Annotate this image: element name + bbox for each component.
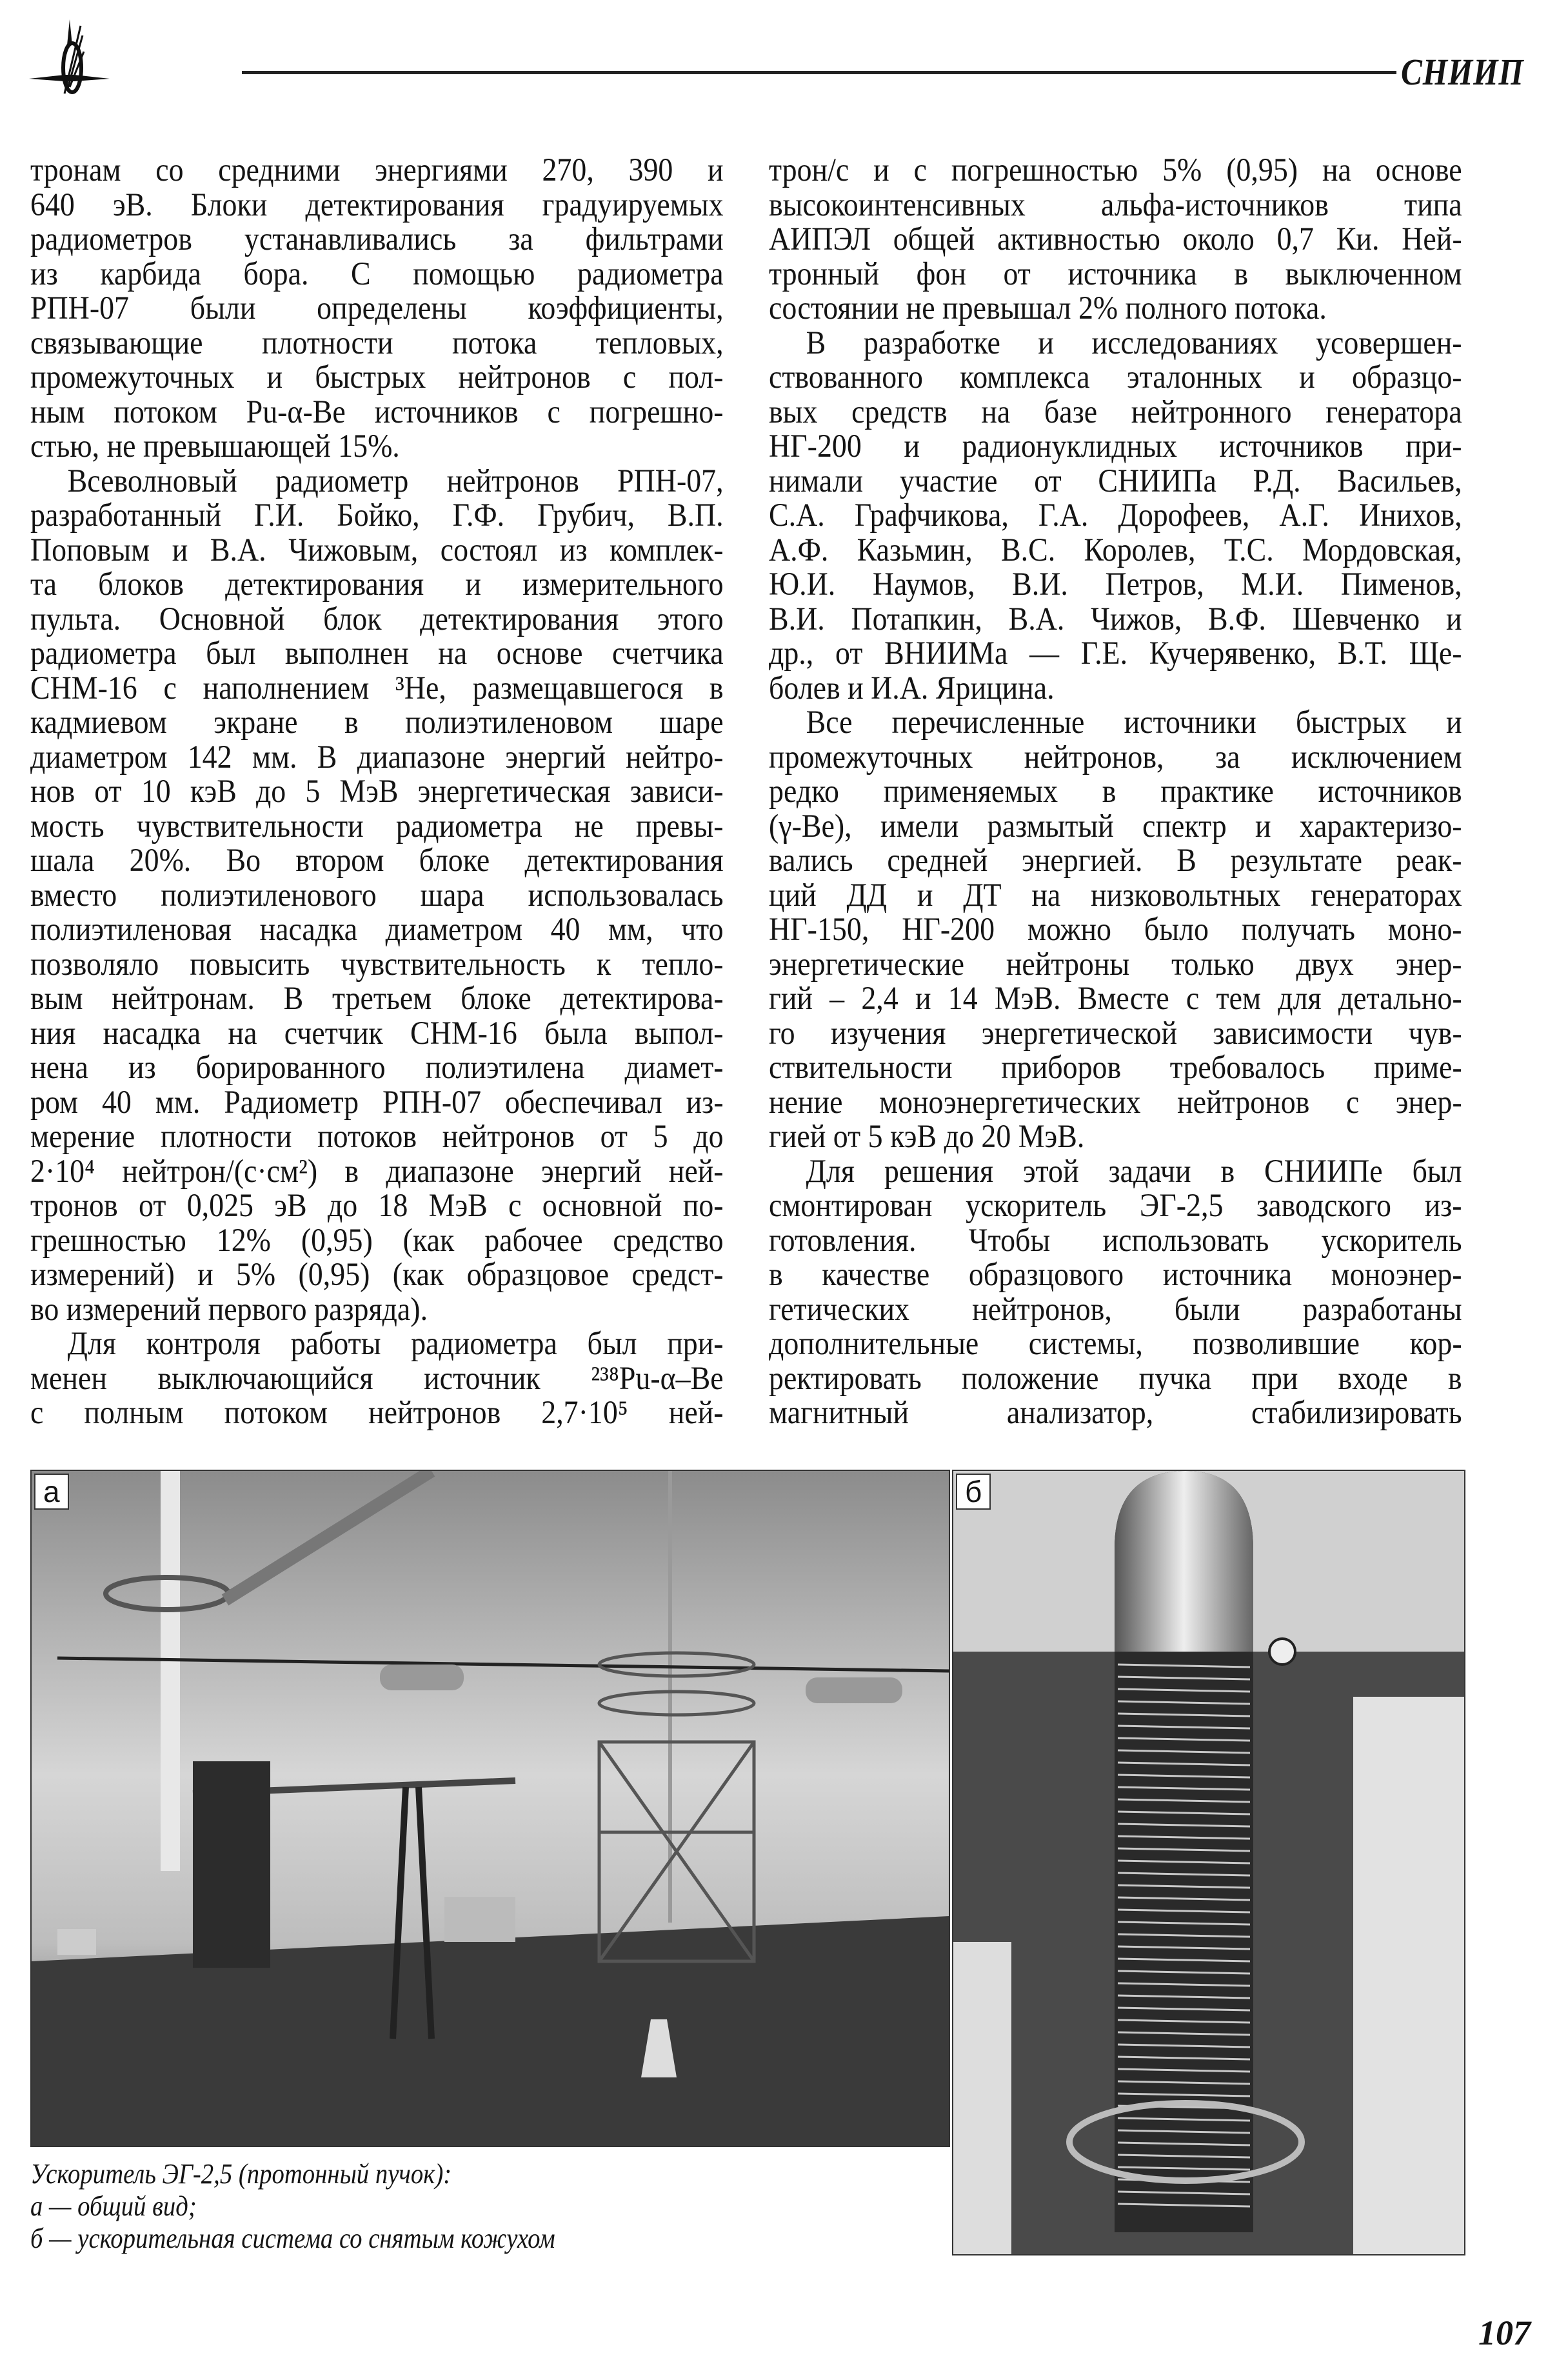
text-line: болев и И.А. Ярицина.	[769, 671, 1055, 706]
text-line: шала 20%. Во втором блоке детектирования	[30, 844, 724, 879]
text-line: высокоинтенсивных альфа-источников типа	[769, 188, 1462, 223]
text-line: РПН-07 были определены коэффициенты,	[30, 292, 724, 326]
text-line: нов от 10 кэВ до 5 МэВ энергетическая зависи-	[30, 775, 724, 810]
text-line: гий – 2,4 и 14 МэВ. Вместе с тем для детально-	[769, 982, 1462, 1017]
text-line: Всеволновый радиометр нейтронов РПН-07,	[67, 464, 724, 499]
text-line: менен выключающийся источник ²³⁸Pu-α–Be	[30, 1361, 724, 1396]
text-line: НГ-150, НГ-200 можно было получать моно-	[769, 913, 1462, 948]
text-line: СНМ-16 с наполнением ³He, размещавшегося в	[30, 671, 724, 706]
caption-title: Ускоритель ЭГ-2,5 (протонный пучок):	[30, 2158, 452, 2190]
text-line: энергетические нейтроны только двух энер-	[769, 947, 1462, 982]
text-line: В.И. Потапкин, В.А. Чижов, В.Ф. Шевченко и	[769, 602, 1462, 637]
text-line: Все перечисленные источники быстрых и	[806, 706, 1462, 741]
text-line: нена из борированного полиэтилена диамет-	[30, 1051, 724, 1086]
text-line: НГ-200 и радионуклидных источников при-	[769, 430, 1462, 465]
header-rule	[242, 71, 1396, 74]
text-line: мерение плотности потоков нейтронов от 5 до	[30, 1120, 724, 1155]
text-line: грешностью 12% (0,95) (как рабочее средство	[30, 1223, 724, 1258]
text-line: во измерений первого разряда).	[30, 1292, 428, 1327]
text-line: связывающие плотности потока тепловых,	[30, 326, 724, 361]
text-line: та блоков детектирования и измерительного	[30, 568, 724, 603]
text-line: 2·10⁴ нейтрон/(с·см²) в диапазоне энергий ней-	[30, 1154, 724, 1189]
text-line: радиометра был выполнен на основе счетчика	[30, 637, 724, 672]
text-line: промежуточных нейтронов, за исключением	[769, 740, 1462, 775]
text-line: из карбида бора. С помощью радиометра	[30, 257, 724, 292]
text-line: пульта. Основной блок детектирования этого	[30, 602, 724, 637]
text-line: измерений) и 5% (0,95) (как образцовое средст-	[30, 1258, 724, 1293]
text-line: позволяло повысить чувствительность к тепло-	[30, 947, 724, 982]
text-line: тронный фон от источника в выключенном	[769, 257, 1462, 292]
page-number: 107	[1478, 2314, 1531, 2352]
text-line: диаметром 142 мм. В диапазоне энергий нейтро-	[30, 740, 724, 775]
text-line: вых средств на базе нейтронного генератора	[769, 395, 1462, 430]
text-line: (γ-Be), имели размытый спектр и характеризо-	[769, 809, 1462, 844]
left-text-column	[30, 154, 724, 1431]
text-line: ствованного комплекса эталонных и образцо-	[769, 361, 1462, 395]
institute-logo-icon	[26, 6, 113, 103]
text-line: радиометров устанавливались за фильтрами	[30, 223, 724, 257]
text-line: др., от ВНИИМа — Г.Е. Кучерявенко, В.Т. Ще-	[769, 637, 1462, 672]
text-line: готовления. Чтобы использовать ускоритель	[769, 1223, 1462, 1258]
text-line: стью, не превышающей 15%.	[30, 430, 400, 465]
text-line: вались средней энергией. В результате реак-	[769, 844, 1462, 879]
text-line: вместо полиэтиленового шара использовалась	[30, 878, 724, 913]
text-line: тронов от 0,025 эВ до 18 МэВ с основной по-	[30, 1189, 724, 1224]
text-line: Поповым и В.А. Чижовым, состоял из комплек-	[30, 533, 724, 568]
text-line: С.А. Графчикова, Г.А. Дорофеев, А.Г. Инихов,	[769, 499, 1462, 534]
text-line: редко применяемых в практике источников	[769, 775, 1462, 810]
text-line: трон/с и с погрешностью 5% (0,95) на основе	[769, 154, 1462, 188]
text-line: гией от 5 кэВ до 20 МэВ.	[769, 1120, 1085, 1155]
text-line: в качестве образцового источника моноэнер-	[769, 1258, 1462, 1293]
figure-caption	[30, 2158, 825, 2255]
text-line: АИПЭЛ общей активностью около 0,7 Ки. Ней-	[769, 223, 1462, 257]
text-line: полиэтиленовая насадка диаметром 40 мм, что	[30, 913, 724, 948]
text-line: дополнительные системы, позволившие кор-	[769, 1327, 1462, 1362]
text-line: кадмиевом экране в полиэтиленовом шаре	[30, 706, 724, 741]
caption-item-a: а — общий вид;	[30, 2190, 197, 2222]
photo-accelerator-general-view	[30, 1470, 950, 2147]
running-title: СНИИП	[1401, 51, 1524, 93]
text-line: Для решения этой задачи в СНИИПе был	[806, 1154, 1462, 1189]
text-line: магнитный анализатор, стабилизировать	[769, 1396, 1462, 1431]
text-line: ния насадка на счетчик СНМ-16 была выпол-	[30, 1016, 724, 1051]
text-line: с полным потоком нейтронов 2,7·10⁵ ней-	[30, 1396, 724, 1431]
caption-item-b: б — ускорительная система со снятым кожухом	[30, 2223, 555, 2254]
photo-accelerating-system	[952, 1470, 1465, 2255]
text-line: смонтирован ускоритель ЭГ-2,5 заводского из-	[769, 1189, 1462, 1224]
text-line: В разработке и исследованиях усовершен-	[806, 326, 1462, 361]
text-line: 640 эВ. Блоки детектирования градуируемых	[30, 188, 724, 223]
photo-label-b: б	[956, 1474, 991, 1510]
text-line: нимали участие от СНИИПа Р.Д. Васильев,	[769, 464, 1462, 499]
text-line: А.Ф. Казьмин, В.С. Королев, Т.С. Мордовская,	[769, 533, 1462, 568]
text-line: ром 40 мм. Радиометр РПН-07 обеспечивал из-	[30, 1085, 724, 1120]
text-line: ций ДД и ДТ на низковольтных генераторах	[769, 878, 1462, 913]
photo-label-a: а	[34, 1474, 69, 1510]
text-line: нение моноэнергетических нейтронов с энер-	[769, 1085, 1462, 1120]
text-line: гетических нейтронов, были разработаны	[769, 1292, 1462, 1327]
text-line: промежуточных и быстрых нейтронов с пол-	[30, 361, 724, 395]
text-line: вым нейтронам. В третьем блоке детектирова-	[30, 982, 724, 1017]
text-line: го изучения энергетической зависимости чув-	[769, 1016, 1462, 1051]
text-line: мость чувствительности радиометра не превы-	[30, 809, 724, 844]
text-line: ректировать положение пучка при входе в	[769, 1361, 1462, 1396]
text-line: состоянии не превышал 2% полного потока.	[769, 292, 1327, 326]
text-line: разработанный Г.И. Бойко, Г.Ф. Грубич, В.П.	[30, 499, 724, 534]
text-line: ствительности приборов требовалось приме-	[769, 1051, 1462, 1086]
right-text-column	[769, 154, 1462, 1431]
text-line: ным потоком Pu-α-Be источников с погрешно-	[30, 395, 724, 430]
text-line: Для контроля работы радиометра был при-	[67, 1327, 724, 1362]
text-line: тронам со средними энергиями 270, 390 и	[30, 154, 724, 188]
text-line: Ю.И. Наумов, В.И. Петров, М.И. Пименов,	[769, 568, 1462, 603]
